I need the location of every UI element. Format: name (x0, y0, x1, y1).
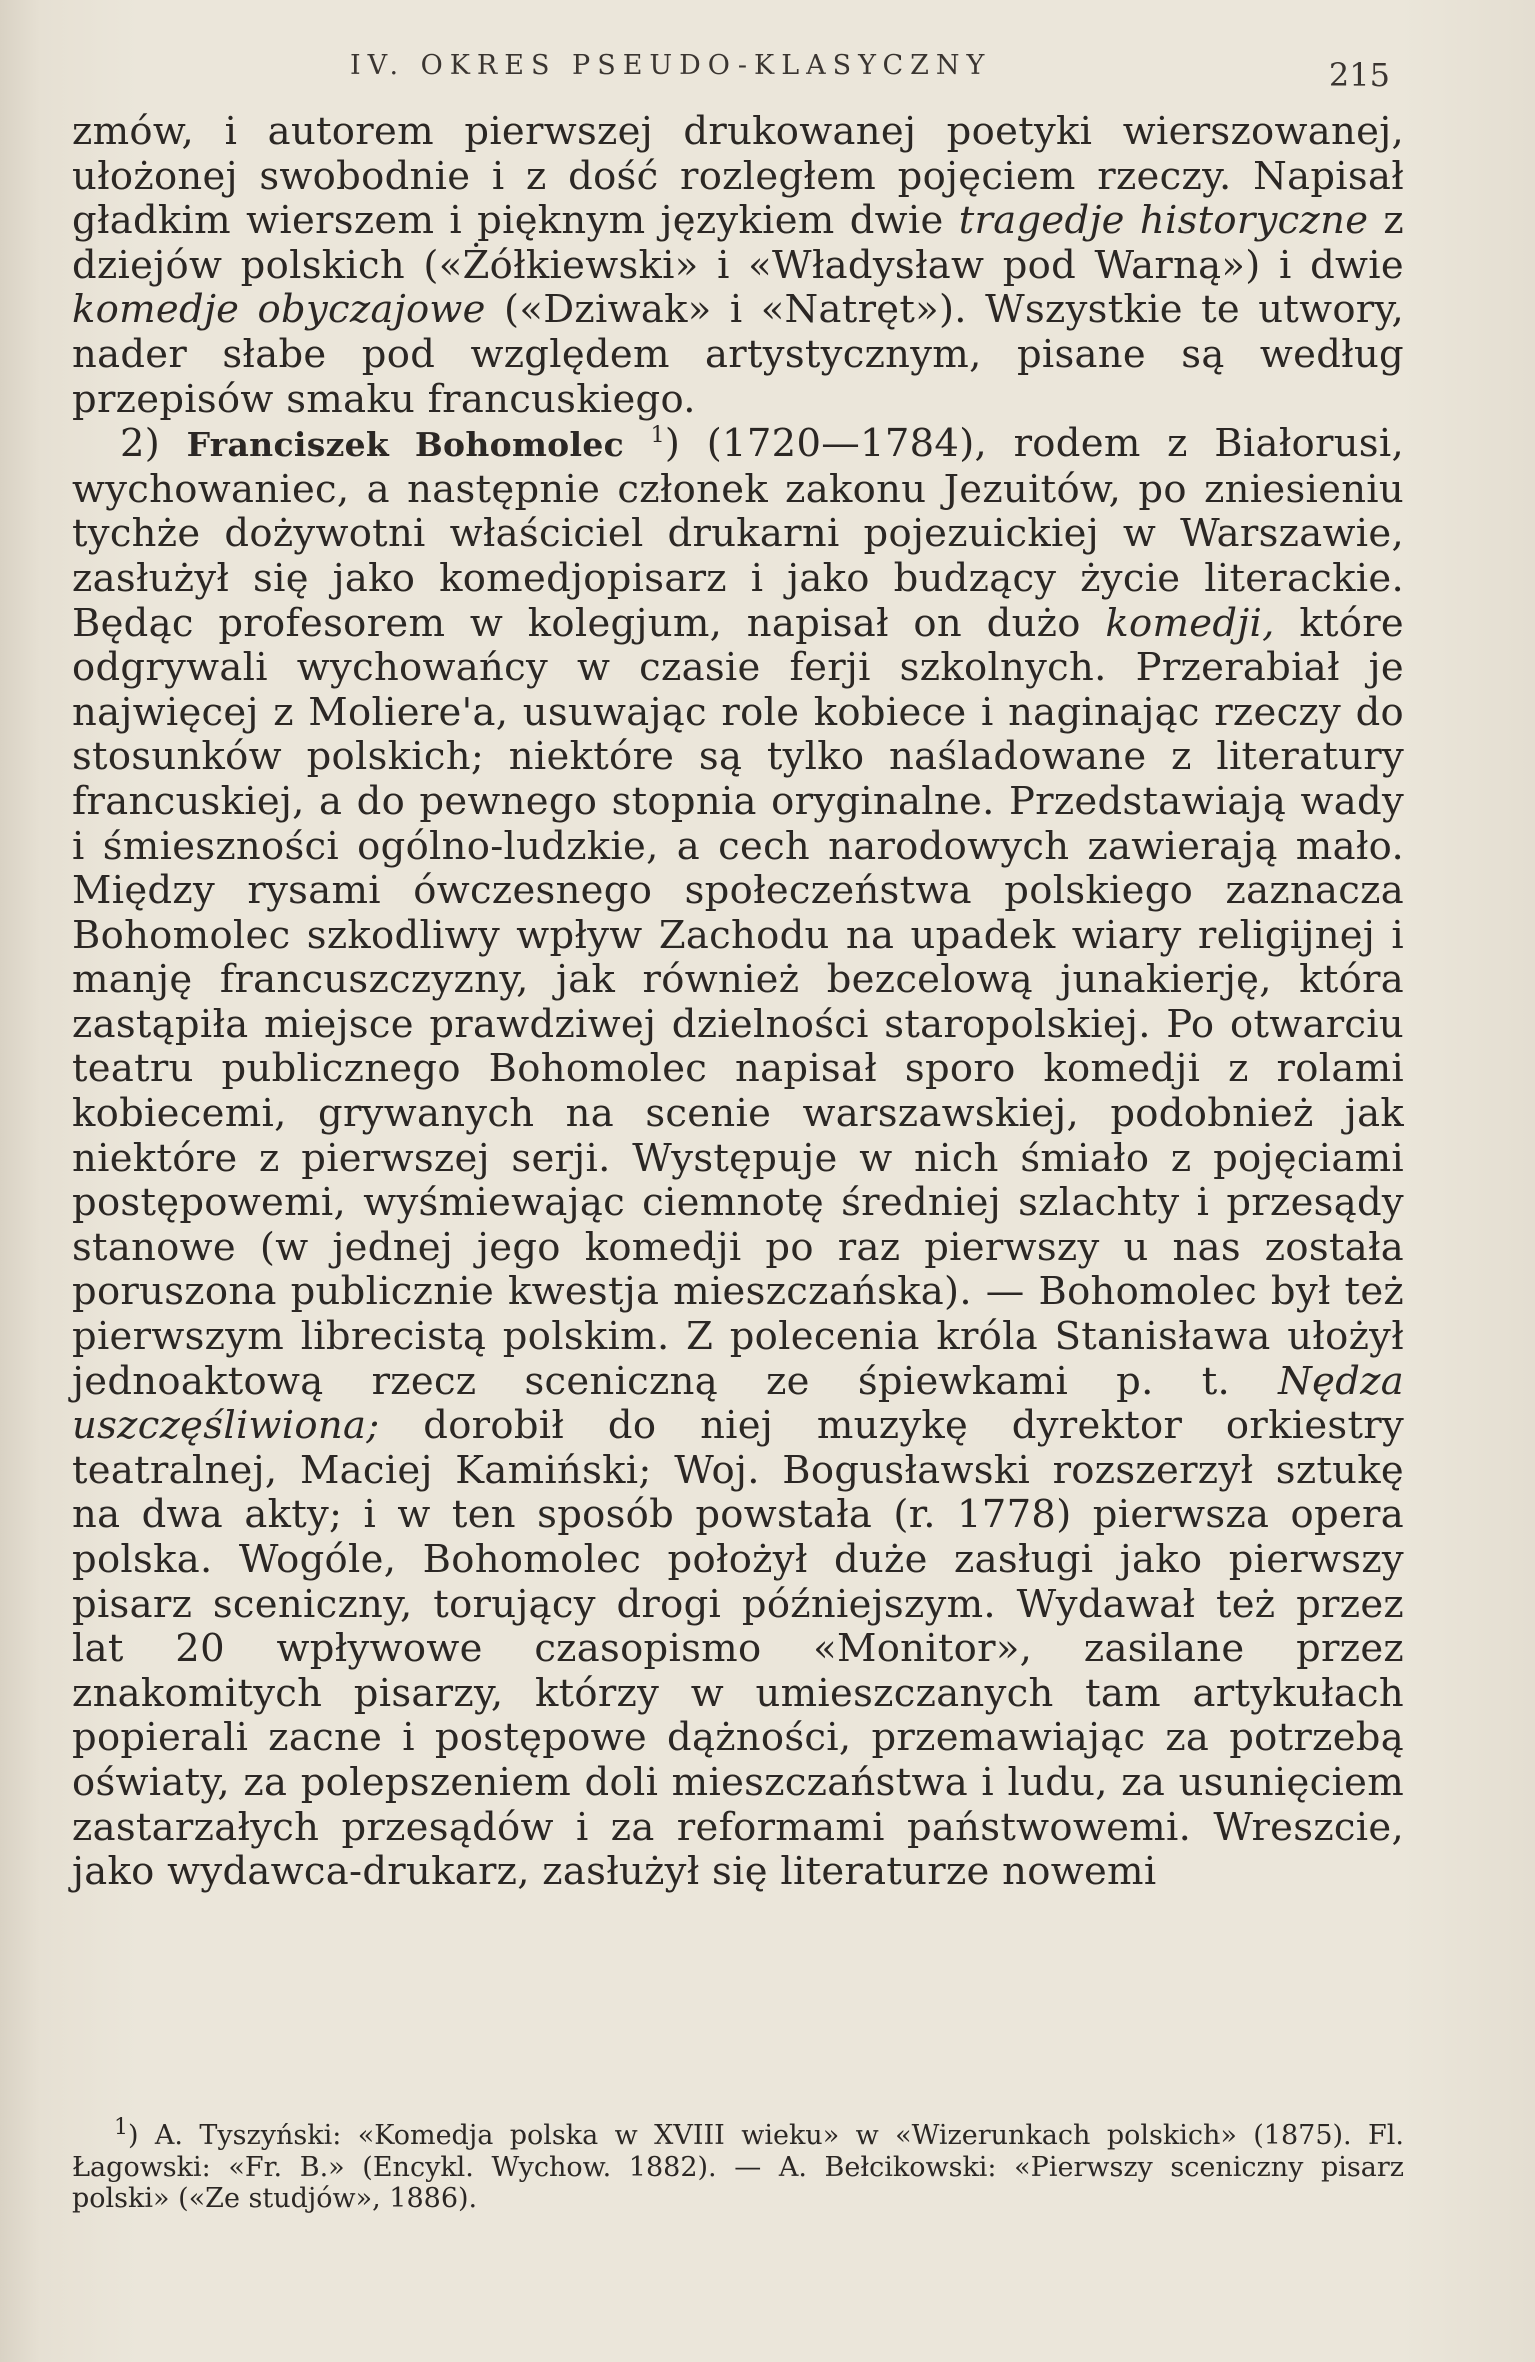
footnote-1 (72, 2115, 1404, 2215)
italic-term-tragedje: tragedje historyczne (958, 198, 1369, 244)
italic-term-komedje: komedje obyczajowe (72, 287, 486, 333)
text-run: («Dziwak» i «Natręt»). Wszystkie te utwory, nader słabe pod względem artystycznym, pisane są według przepisów smaku francuskiego. (72, 287, 1404, 422)
footnote-text: ) A. Tyszyński: «Komedja polska w XVIII wieku» w «Wizerunkach polskich» (1875). Fl. Łagowski: «Fr. B.» (Encykl. Wychow. 1882). — A. Bełcikowski: «Pierwszy sceniczny pisarz polski» («Ze studjów», 1886). (72, 2120, 1404, 2214)
text-run: które odgrywali wychowańcy w czasie ferji szkolnych. Przerabiał je najwięcej z Moliere'a, usuwając role kobiece i naginając rzeczy do stosunków polskich; niektóre są tylko naśladowane z literatury francuskiej, a do pewnego stopnia oryginalne. Przedstawiają wady i śmieszności ogólno-ludzkie, a cech narodowych zawierają mało. Między rysami ówczesnego społeczeństwa polskiego zaznacza Bohomolec szkodliwy wpływ Zachodu na upadek wiary religijnej i manję francuszczyzny, jak również bezcelową junakierję, która zastąpiła miejsce prawdziwej dzielności staropolskiej. Po otwarciu teatru publicznego Bohomolec napisał sporo komedji z rolami kobiecemi, grywanych na scenie warszawskiej, podobnież jak niektóre z pierwszej serji. Występuje w nich śmiało z pojęciami postępowemi, wyśmiewając ciemnotę średniej szlachty i przesądy stanowe (w jednej jego komedji po raz pierwszy u nas została poruszona publicznie kwestja mieszczańska). — Bohomolec był też pierwszym librecistą polskim. Z polecenia króla Stanisława ułożył jednoaktową rzecz sceniczną ze śpiewkami p. t. (72, 600, 1404, 1404)
italic-title-nedza: Nędza uszczęśliwiona; (72, 1358, 1404, 1449)
footnote-marker: 1 (114, 2115, 128, 2140)
italic-term-komedji: komedji, (1105, 600, 1275, 646)
text-run: (1720—1784), rodem z Białorusi, wychowaniec, a następnie członek zakonu Jezuitów, po zniesieniu tychże dożywotni właściciel drukarni pojezuickiej w Warszawie, zasłużył się jako komedjopisarz i jako budzący życie literackie. Będąc profesorem w kolegjum, napisał on dużo (72, 421, 1404, 646)
running-head (0, 50, 1535, 94)
paragraph-2: 2) Franciszek Bohomolec $^1$) (1720—1784), rodem z Białorusi, wychowaniec, a następnie członek zakonu Jezuitów, po zniesieniu tychże dożywotni właściciel drukarni pojezuickiej w Warszawie, zasłużył się jako komedjopisarz i jako budzący życie literackie. Będąc profesorem w kolegjum, napisał on dużo komedji, które odgrywali wychowańcy w czasie ferji szkolnych. Przerabiał je najwięcej z Moliere'a, usuwając role kobiece i naginając rzeczy do stosunków polskich; niektóre są tylko naśladowane z literatury francuskiej, a do pewnego stopnia oryginalne. Przedstawiają wady i śmieszności ogólno-ludzkie, a cech narodowych zawierają mało. Między rysami ówczesnego społeczeństwa polskiego zaznacza Bohomolec szkodliwy wpływ Zachodu na upadek wiary religijnej i manję francuszczyzny, jak również bezcelową junakierję, która zastąpiła miejsce prawdziwej dzielności staropolskiej. Po otwarciu teatru publicznego Bohomolec napisał sporo komedji z rolami kobiecemi, grywanych na scenie warszawskiej, podobnież jak niektóre z pierwszej serji. Występuje w nich śmiało z pojęciami postępowemi, wyśmiewając ciemnotę średniej szlachty i przesądy stanowe (w jednej jego komedji po raz pierwszy u nas została poruszona publicznie kwestja mieszczańska). — Bohomolec był też pierwszym librecistą polskim. Z polecenia króla Stanisława ułożył jednoaktową rzecz sceniczną ze śpiewkami p. t. Nędza uszczęśliwiona; dorobił do niej muzykę dyrektor orkiestry teatralnej, Maciej Kamiński; Woj. Bogusławski rozszerzył sztukę na dwa akty; i w ten sposób powstała (r. 1778) pierwsza opera polska. Wogóle, Bohomolec położył duże zasługi jako pierwszy pisarz sceniczny, torujący drogi późniejszym. Wydawał też przez lat 20 wpływowe czasopismo «Monitor», zasilane przez znakomitych pisarzy, którzy w umieszczanych tam artykułach popierali zacne i postępowe dążności, przemawiając za potrzebą oświaty, za polepszeniem doli mieszczaństwa i ludu, za usunięciem zastarzałych przesądów i za reformami państwowemi. Wreszcie, jako wydawca-drukarz, zasłużył się literaturze nowemi (72, 421, 1404, 1895)
text-run: dorobił do niej muzykę dyrektor orkiestry teatralnej, Maciej Kamiński; Woj. Bogusławski rozszerzył sztukę na dwa akty; i w ten sposób powstała (r. 1778) pierwsza opera polska. Wogóle, Bohomolec położył duże zasługi jako pierwszy pisarz sceniczny, torujący drogi późniejszym. Wydawał też przez lat 20 wpływowe czasopismo «Monitor», zasilane przez znakomitych pisarzy, którzy w umieszczanych tam artykułach popierali zacne i postępowe dążności, przemawiając za potrzebą oświaty, za polepszeniem doli mieszczaństwa i ludu, za usunięciem zastarzałych przesądów i za reformami państwowemi. Wreszcie, jako wydawca-drukarz, zasłużył się literaturze nowemi (72, 1403, 1404, 1895)
running-title: IV. OKRES PSEUDO-KLASYCZNY (350, 50, 992, 81)
footnotes (72, 2115, 1404, 2215)
author-name: Franciszek Bohomolec (186, 425, 625, 465)
text-run: zmów, i autorem pierwszej drukowanej poetyki wierszowanej, ułożonej swobodnie i z dość rozległem pojęciem rzeczy. Napisał gładkim wierszem i pięknym językiem dwie (72, 109, 1404, 244)
paragraph-1 (72, 110, 1404, 422)
footnote-ref: 1 (650, 423, 665, 449)
text-run: z dziejów polskich («Żółkiewski» i «Władysław pod Warną») i dwie (72, 198, 1404, 288)
page-number: 215 (1328, 56, 1390, 94)
body-text (72, 110, 1404, 1895)
item-number: 2) (120, 421, 187, 467)
